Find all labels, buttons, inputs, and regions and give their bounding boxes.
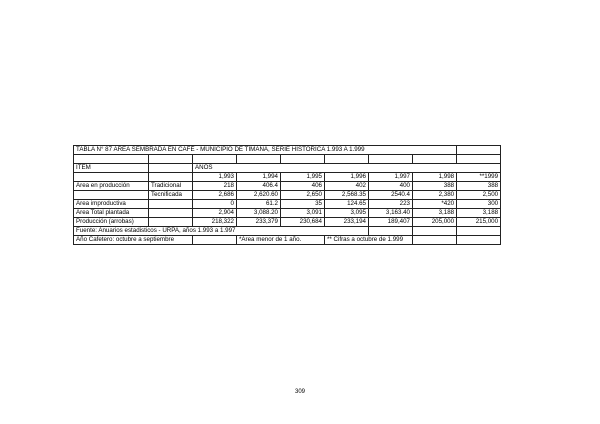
value-cell: 35 [281,200,325,209]
source-note: Fuente: Anuarios estadisticos - URPA, años 1.993 a 1.997 [74,227,369,236]
value-cell: 205,000 [413,218,457,227]
value-cell: 388 [413,182,457,191]
value-cell: 233,379 [237,218,281,227]
row-label: Area en producción [74,182,149,191]
value-cell: *420 [413,200,457,209]
value-cell: 388 [457,182,501,191]
footnote-coffee-year: Año Cafetero: octubre a septiembre [74,236,193,245]
year-cell: **1999 [457,173,501,182]
row-label: Producción (arrobas) [74,218,149,227]
value-cell: 2,686 [193,191,237,200]
year-cell: 1,994 [237,173,281,182]
table-row [74,191,501,200]
page-number: 309 [294,389,305,395]
row-label [74,191,149,200]
table-row [74,218,501,227]
year-cell: 1,997 [369,173,413,182]
value-cell: 223 [369,200,413,209]
value-cell: 2540.4 [369,191,413,200]
header-row [74,164,501,173]
footnote-figures: ** Cifras a octubre de 1.999 [325,236,413,245]
table-row [74,209,501,218]
value-cell: 3,088.20 [237,209,281,218]
value-cell: 2,380 [413,191,457,200]
footnote-area: *Area menor de 1 año. [237,236,325,245]
value-cell: 2,500 [457,191,501,200]
coffee-area-table [73,145,501,245]
value-cell: 300 [457,200,501,209]
row-sublabel: Tecnificada [149,191,193,200]
data-sheet [73,145,500,245]
value-cell: 124.65 [325,200,369,209]
row-sublabel [149,200,193,209]
year-cell: 1,998 [413,173,457,182]
value-cell: 230,684 [281,218,325,227]
value-cell: 61.2 [237,200,281,209]
value-cell: 233,194 [325,218,369,227]
value-cell: 215,000 [457,218,501,227]
year-cell: 1,995 [281,173,325,182]
table-title: TABLA N° 87 AREA SEMBRADA EN CAFÉ - MUNICIPIO DE TIMANA, SERIE HISTORICA 1.993 A 1.999 [74,146,457,155]
item-header: ITEM [74,164,149,173]
row-label: Area Total plantada [74,209,149,218]
value-cell: 3,188 [457,209,501,218]
source-row [74,227,501,236]
value-cell: 0 [193,200,237,209]
value-cell: 3,188 [413,209,457,218]
value-cell: 402 [325,182,369,191]
value-cell: 400 [369,182,413,191]
value-cell: 3,091 [281,209,325,218]
title-row [74,146,501,155]
table-row [74,182,501,191]
table-row [74,200,501,209]
row-label: Area improductiva [74,200,149,209]
spacer-row [74,155,501,164]
years-row [74,173,501,182]
value-cell: 2,620.60 [237,191,281,200]
value-cell: 2,904 [193,209,237,218]
value-cell: 189,407 [369,218,413,227]
value-cell: 406.4 [237,182,281,191]
row-sublabel [149,209,193,218]
value-cell: 218,322 [193,218,237,227]
value-cell: 2,568.35 [325,191,369,200]
year-cell: 1,996 [325,173,369,182]
years-header: AÑOS [193,164,501,173]
year-cell: 1,993 [193,173,237,182]
value-cell: 406 [281,182,325,191]
value-cell: 2,650 [281,191,325,200]
row-sublabel: Tradicional [149,182,193,191]
row-sublabel [149,218,193,227]
value-cell: 3,095 [325,209,369,218]
value-cell: 218 [193,182,237,191]
value-cell: 3,163.40 [369,209,413,218]
footnote-row [74,236,501,245]
